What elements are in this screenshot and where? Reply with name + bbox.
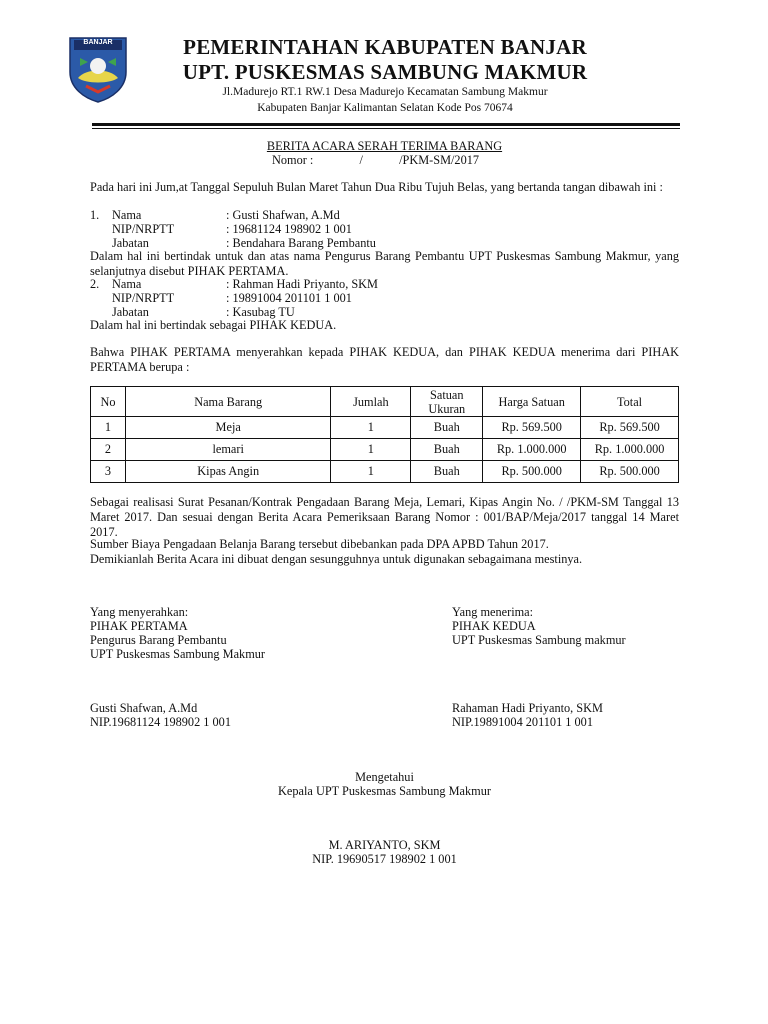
table-row — [91, 439, 679, 461]
header-jumlah: Jumlah — [331, 387, 411, 417]
intro-paragraph: Pada hari ini Jum,at Tanggal Sepuluh Bulan Maret Tahun Dua Ribu Tujuh Belas, yang bertanda tangan dibawah ini : — [90, 180, 663, 194]
demikian-text: Demikianlah Berita Acara ini dibuat dengan sesungguhnya untuk digunakan sebagaimana mestinya. — [90, 552, 583, 566]
table-header-row — [91, 387, 679, 417]
table-row — [91, 417, 679, 439]
party2-jabatan: : Kasubag TU — [226, 305, 295, 319]
nomor-suffix: /PKM-SM/2017 — [399, 153, 480, 167]
cell-total: Rp. 500.000 — [581, 461, 679, 483]
sumber-biaya-text: Sumber Biaya Pengadaan Belanja Barang tersebut dibebankan pada DPA APBD Tahun 2017. — [90, 537, 549, 551]
sign-left-name: Gusti Shafwan, A.Md — [90, 701, 198, 715]
nomor-label: Nomor : — [272, 153, 314, 167]
party1-jabatan-label: Jabatan — [112, 236, 149, 250]
document-title: BERITA ACARA SERAH TERIMA BARANG — [266, 139, 503, 153]
sign-left-line-3: Pengurus Barang Pembantu — [90, 633, 227, 647]
sign-left-line-4: UPT Puskesmas Sambung Makmur — [90, 647, 266, 661]
cell-jumlah: 1 — [331, 461, 411, 483]
header-line-1: PEMERINTAHAN KABUPATEN BANJAR — [183, 35, 587, 59]
party2-nip-label: NIP/NRPTT — [112, 291, 175, 305]
sign-right-nip: NIP.19891004 201101 1 001 — [452, 715, 593, 729]
sign-right-line-3: UPT Puskesmas Sambung makmur — [452, 633, 626, 647]
party1-nip: : 19681124 198902 1 001 — [226, 222, 352, 236]
cell-no: 2 — [91, 439, 126, 461]
cell-satuan: Buah — [411, 461, 483, 483]
party1-nama: : Gusti Shafwan, A.Md — [226, 208, 340, 222]
banjar-logo — [66, 34, 130, 104]
items-table — [90, 386, 679, 483]
sign-center-line-1: Mengetahui — [355, 770, 414, 784]
party2-nama-label: Nama — [112, 277, 142, 291]
cell-harga-satuan: Rp. 1.000.000 — [483, 439, 581, 461]
cell-satuan: Buah — [411, 439, 483, 461]
sign-right-line-1: Yang menerima: — [452, 605, 534, 619]
sign-left-nip: NIP.19681124 198902 1 001 — [90, 715, 231, 729]
sign-left-line-2: PIHAK PERTAMA — [90, 619, 188, 633]
cell-total: Rp. 569.500 — [581, 417, 679, 439]
header-rule-thick — [92, 123, 680, 126]
party1-nip-label: NIP/NRPTT — [112, 222, 175, 236]
party2-role-text: Dalam hal ini bertindak sebagai PIHAK KEDUA. — [90, 318, 337, 332]
cell-jumlah: 1 — [331, 417, 411, 439]
cell-harga-satuan: Rp. 569.500 — [483, 417, 581, 439]
cell-no: 1 — [91, 417, 126, 439]
header-total: Total — [581, 387, 679, 417]
party2-nama: : Rahman Hadi Priyanto, SKM — [226, 277, 378, 291]
party1-nama-label: Nama — [112, 208, 142, 222]
cell-harga-satuan: Rp. 500.000 — [483, 461, 581, 483]
party1-jabatan: : Bendahara Barang Pembantu — [226, 236, 376, 250]
cell-no: 3 — [91, 461, 126, 483]
sign-right-name: Rahaman Hadi Priyanto, SKM — [452, 701, 603, 715]
sign-center-nip: NIP. 19690517 198902 1 001 — [312, 852, 457, 866]
sign-center-name: M. ARIYANTO, SKM — [328, 838, 441, 852]
sign-left-line-1: Yang menyerahkan: — [90, 605, 189, 619]
party1-number: 1. — [90, 208, 100, 222]
transfer-statement: Bahwa PIHAK PERTAMA menyerahkan kepada PIHAK KEDUA, dan PIHAK KEDUA menerima dari PIHAK PERTAMA berupa : — [90, 345, 679, 374]
header-address-2: Kabupaten Banjar Kalimantan Selatan Kode Pos 70674 — [257, 102, 513, 114]
party2-nip: : 19891004 201101 1 001 — [226, 291, 352, 305]
table-row — [91, 461, 679, 483]
header-harga-satuan: Harga Satuan — [483, 387, 581, 417]
header-nama-barang: Nama Barang — [125, 387, 331, 417]
party2-number: 2. — [90, 277, 100, 291]
header-address-1: Jl.Madurejo RT.1 RW.1 Desa Madurejo Kecamatan Sambung Makmur — [222, 86, 548, 98]
header-rule-thin — [92, 128, 680, 129]
sign-center-line-2: Kepala UPT Puskesmas Sambung Makmur — [278, 784, 491, 798]
header-line-2: UPT. PUSKESMAS SAMBUNG MAKMUR — [182, 60, 588, 84]
document-number — [272, 153, 479, 168]
cell-nama-barang: Meja — [125, 417, 331, 439]
cell-nama-barang: Kipas Angin — [125, 461, 331, 483]
realisasi-paragraph: Sebagai realisasi Surat Pesanan/Kontrak Pengadaan Barang Meja, Lemari, Kipas Angin No. / /PKM-SM Tanggal 13 Maret 2017. Dan sesuai dengan Berita Acara Pemeriksaan Barang Nomor : 001/BAP/Meja/2017 tanggal 14 Maret 2017. — [90, 495, 679, 539]
header-satuan-ukuran: Satuan Ukuran — [411, 387, 483, 417]
sign-right-line-2: PIHAK KEDUA — [452, 619, 536, 633]
cell-satuan: Buah — [411, 417, 483, 439]
cell-jumlah: 1 — [331, 439, 411, 461]
logo-text: BANJAR — [83, 39, 113, 46]
cell-total: Rp. 1.000.000 — [581, 439, 679, 461]
cell-nama-barang: lemari — [125, 439, 331, 461]
party1-role-text: Dalam hal ini bertindak untuk dan atas nama Pengurus Barang Pembantu UPT Puskesmas Sambung Makmur, yang selanjutnya disebut PIHAK PERTAMA. — [90, 249, 679, 278]
party2-jabatan-label: Jabatan — [112, 305, 149, 319]
header-no: No — [91, 387, 126, 417]
nomor-separator: / — [359, 153, 363, 167]
